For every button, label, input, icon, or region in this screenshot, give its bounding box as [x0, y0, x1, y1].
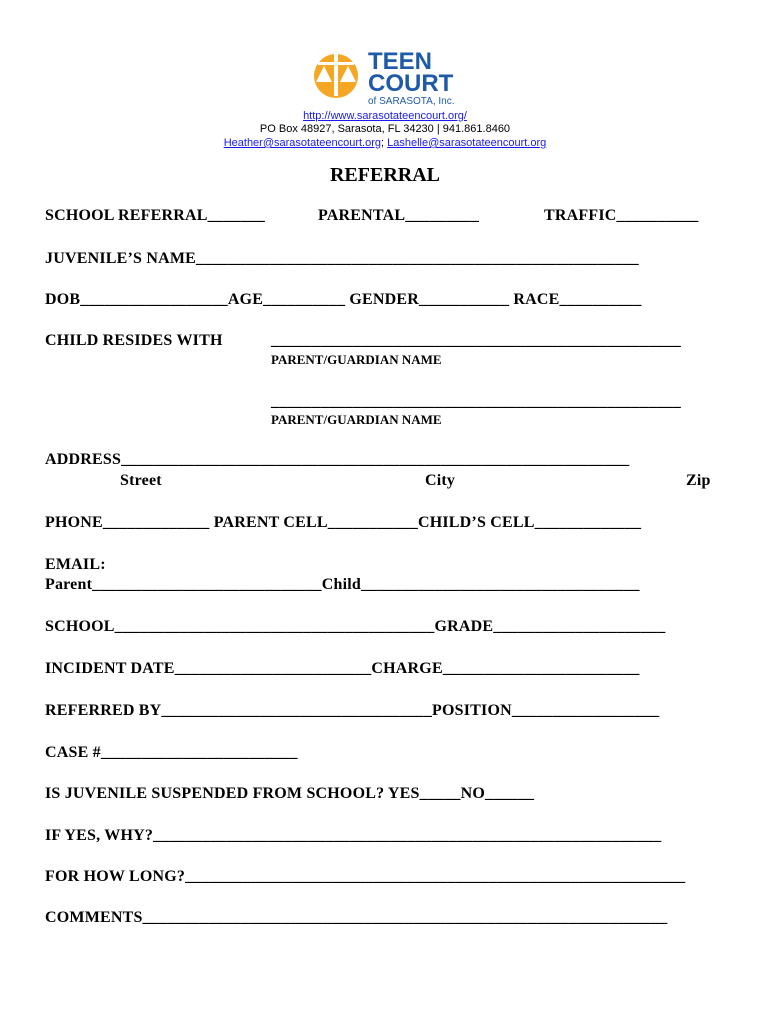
suspended-field[interactable]: IS JUVENILE SUSPENDED FROM SCHOOL? YES_____NO______ [45, 785, 535, 802]
phone-cell-field[interactable]: PHONE_____________ PARENT CELL___________CHILD’S CELL_____________ [45, 514, 642, 531]
email-separator: ; [381, 137, 388, 149]
email-link-heather[interactable]: Heather@sarasotateencourt.org [223, 137, 382, 149]
logo-teen-text: TEEN [368, 48, 433, 75]
incident-charge-field[interactable]: INCIDENT DATE________________________CHARGE________________________ [45, 660, 640, 677]
website-link[interactable]: http://www.sarasotateencourt.org/ [303, 110, 467, 122]
referred-position-field[interactable]: REFERRED BY_________________________________POSITION__________________ [45, 702, 660, 719]
guardian-name-field-1[interactable]: __________________________________________________ [271, 332, 681, 349]
comments-field[interactable]: COMMENTS________________________________________________________________ [45, 909, 668, 926]
guardian-name-label-1: PARENT/GUARDIAN NAME [271, 352, 442, 367]
address-field[interactable]: ADDRESS______________________________________________________________ [45, 451, 630, 468]
school-grade-field[interactable]: SCHOOL_______________________________________GRADE_____________________ [45, 618, 666, 635]
teen-court-logo [306, 46, 466, 110]
zip-label: Zip [686, 472, 711, 489]
juvenile-name-field[interactable]: JUVENILE’S NAME______________________________________________________ [45, 250, 639, 267]
child-resides-label: CHILD RESIDES WITH [45, 332, 223, 349]
guardian-name-label-2: PARENT/GUARDIAN NAME [271, 412, 442, 427]
email-parent-child-field[interactable]: Parent____________________________Child__________________________________ [45, 576, 640, 593]
email-label: EMAIL: [45, 556, 106, 573]
traffic-field[interactable]: TRAFFIC__________ [544, 207, 699, 224]
guardian-name-field-2[interactable]: __________________________________________________ [271, 393, 681, 410]
case-number-field[interactable]: CASE #________________________ [45, 744, 298, 761]
logo-sarasota-text: of SARASOTA, Inc. [368, 96, 455, 107]
address-line: PO Box 48927, Sarasota, FL 34230 | 941.861.8460 [259, 123, 511, 135]
page-title: REFERRAL [329, 164, 440, 186]
email-link-lashelle[interactable]: Lashelle@sarasotateencourt.org [387, 137, 547, 149]
logo-court-text: COURT [368, 70, 454, 97]
city-label: City [425, 472, 456, 489]
email-contacts-line [0, 137, 770, 149]
dob-age-gender-race-field[interactable]: DOB__________________AGE__________ GENDER___________ RACE__________ [45, 291, 642, 308]
school-referral-field[interactable]: SCHOOL REFERRAL_______ [45, 207, 265, 224]
street-label: Street [120, 472, 162, 489]
website-line [0, 110, 770, 122]
how-long-field[interactable]: FOR HOW LONG?_____________________________________________________________ [45, 868, 686, 885]
why-field[interactable]: IF YES, WHY?______________________________________________________________ [45, 827, 662, 844]
parental-field[interactable]: PARENTAL_________ [318, 207, 480, 224]
